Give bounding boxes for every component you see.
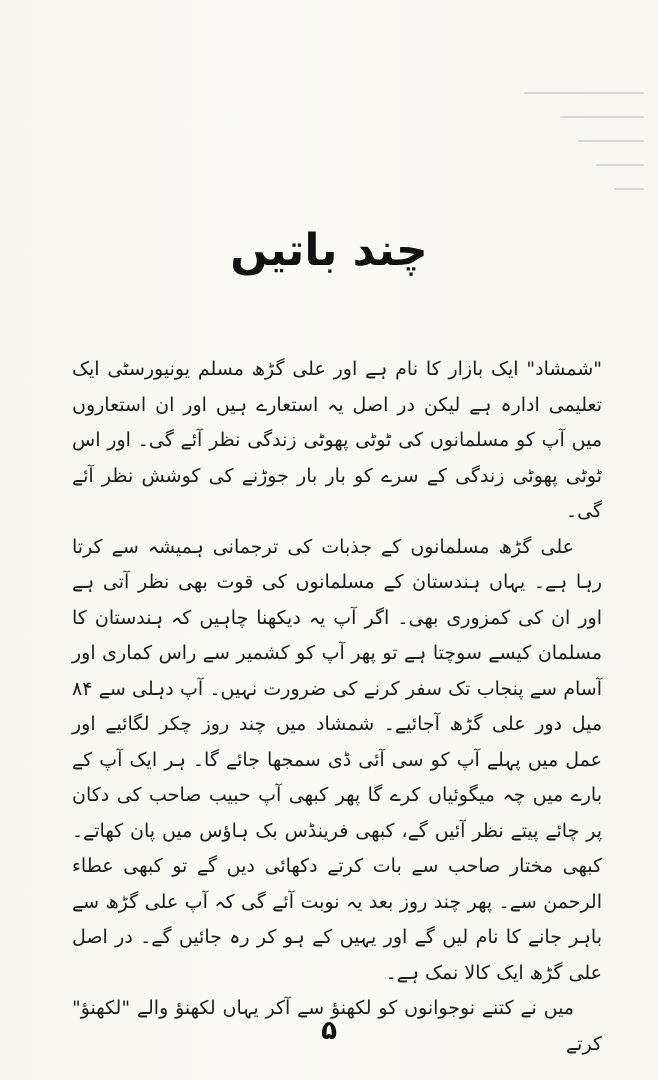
chapter-title: چند باتیں — [230, 225, 428, 276]
body-text — [72, 352, 602, 1062]
page-number: ۵ — [321, 1016, 337, 1046]
paragraph-1: "شمشاد" ایک بازار کا نام ہے اور علی گڑھ مسلم یونیورسٹی ایک تعلیمی ادارہ ہے لیکن در اصل یہ استعارے ہیں اور ان استعاروں میں آپ کو مسلمانوں کی ٹوٹی پھوٹی زندگی نظر آئے گی۔ اور اس ٹوٹی پھوٹی زندگی کے سرے کو بار بار جوڑنے کی کوشش نظر آئے گی۔ — [72, 358, 602, 522]
paragraph-2: علی گڑھ مسلمانوں کے جذبات کی ترجمانی ہمیشہ سے کرتا رہا ہے۔ یہاں ہندستان کے مسلمانوں کی قوت بھی نظر آتی ہے اور ان کی کمزوری بھی۔ اگر آپ یہ دیکھنا چاہیں کہ ہندستان کا مسلمان کیسے سوچتا ہے تو پھر آپ کو کشمیر سے راس کماری اور آسام سے پنجاب تک سفر کرنے کی ضرورت نہیں۔ آپ دہلی سے ۸۴ میل دور علی گڑھ آجائیے۔ شمشاد میں چند روز چکر لگائیے اور عمل میں پہلے آپ کو سی آئی ڈی سمجھا جائے گا۔ ہر ایک آپ کے بارے میں چہ میگوئیاں کرے گا پھر کبھی آپ حبیب صاحب کی دکان پر چائے پیتے نظر آئیں گے، کبھی فرینڈس بک ہاؤس میں پان کھاتے۔ کبھی مختار صاحب سے بات کرتے دکھائی دیں گے تو کبھی عطاء الرحمن سے۔ پھر چند روز بعد یہ نوبت آئے گی کہ آپ علی گڑھ سے باہر جانے کا نام لیں گے اور یہیں کے ہو کر رہ جائیں گے۔ در اصل علی گڑھ ایک کالا نمک ہے۔ — [72, 535, 602, 984]
paragraph-3: میں نے کتنے نوجوانوں کو لکھنؤ سے آکر یہاں لکھنؤ والے "لکھنؤ" کرتے — [72, 997, 602, 1055]
